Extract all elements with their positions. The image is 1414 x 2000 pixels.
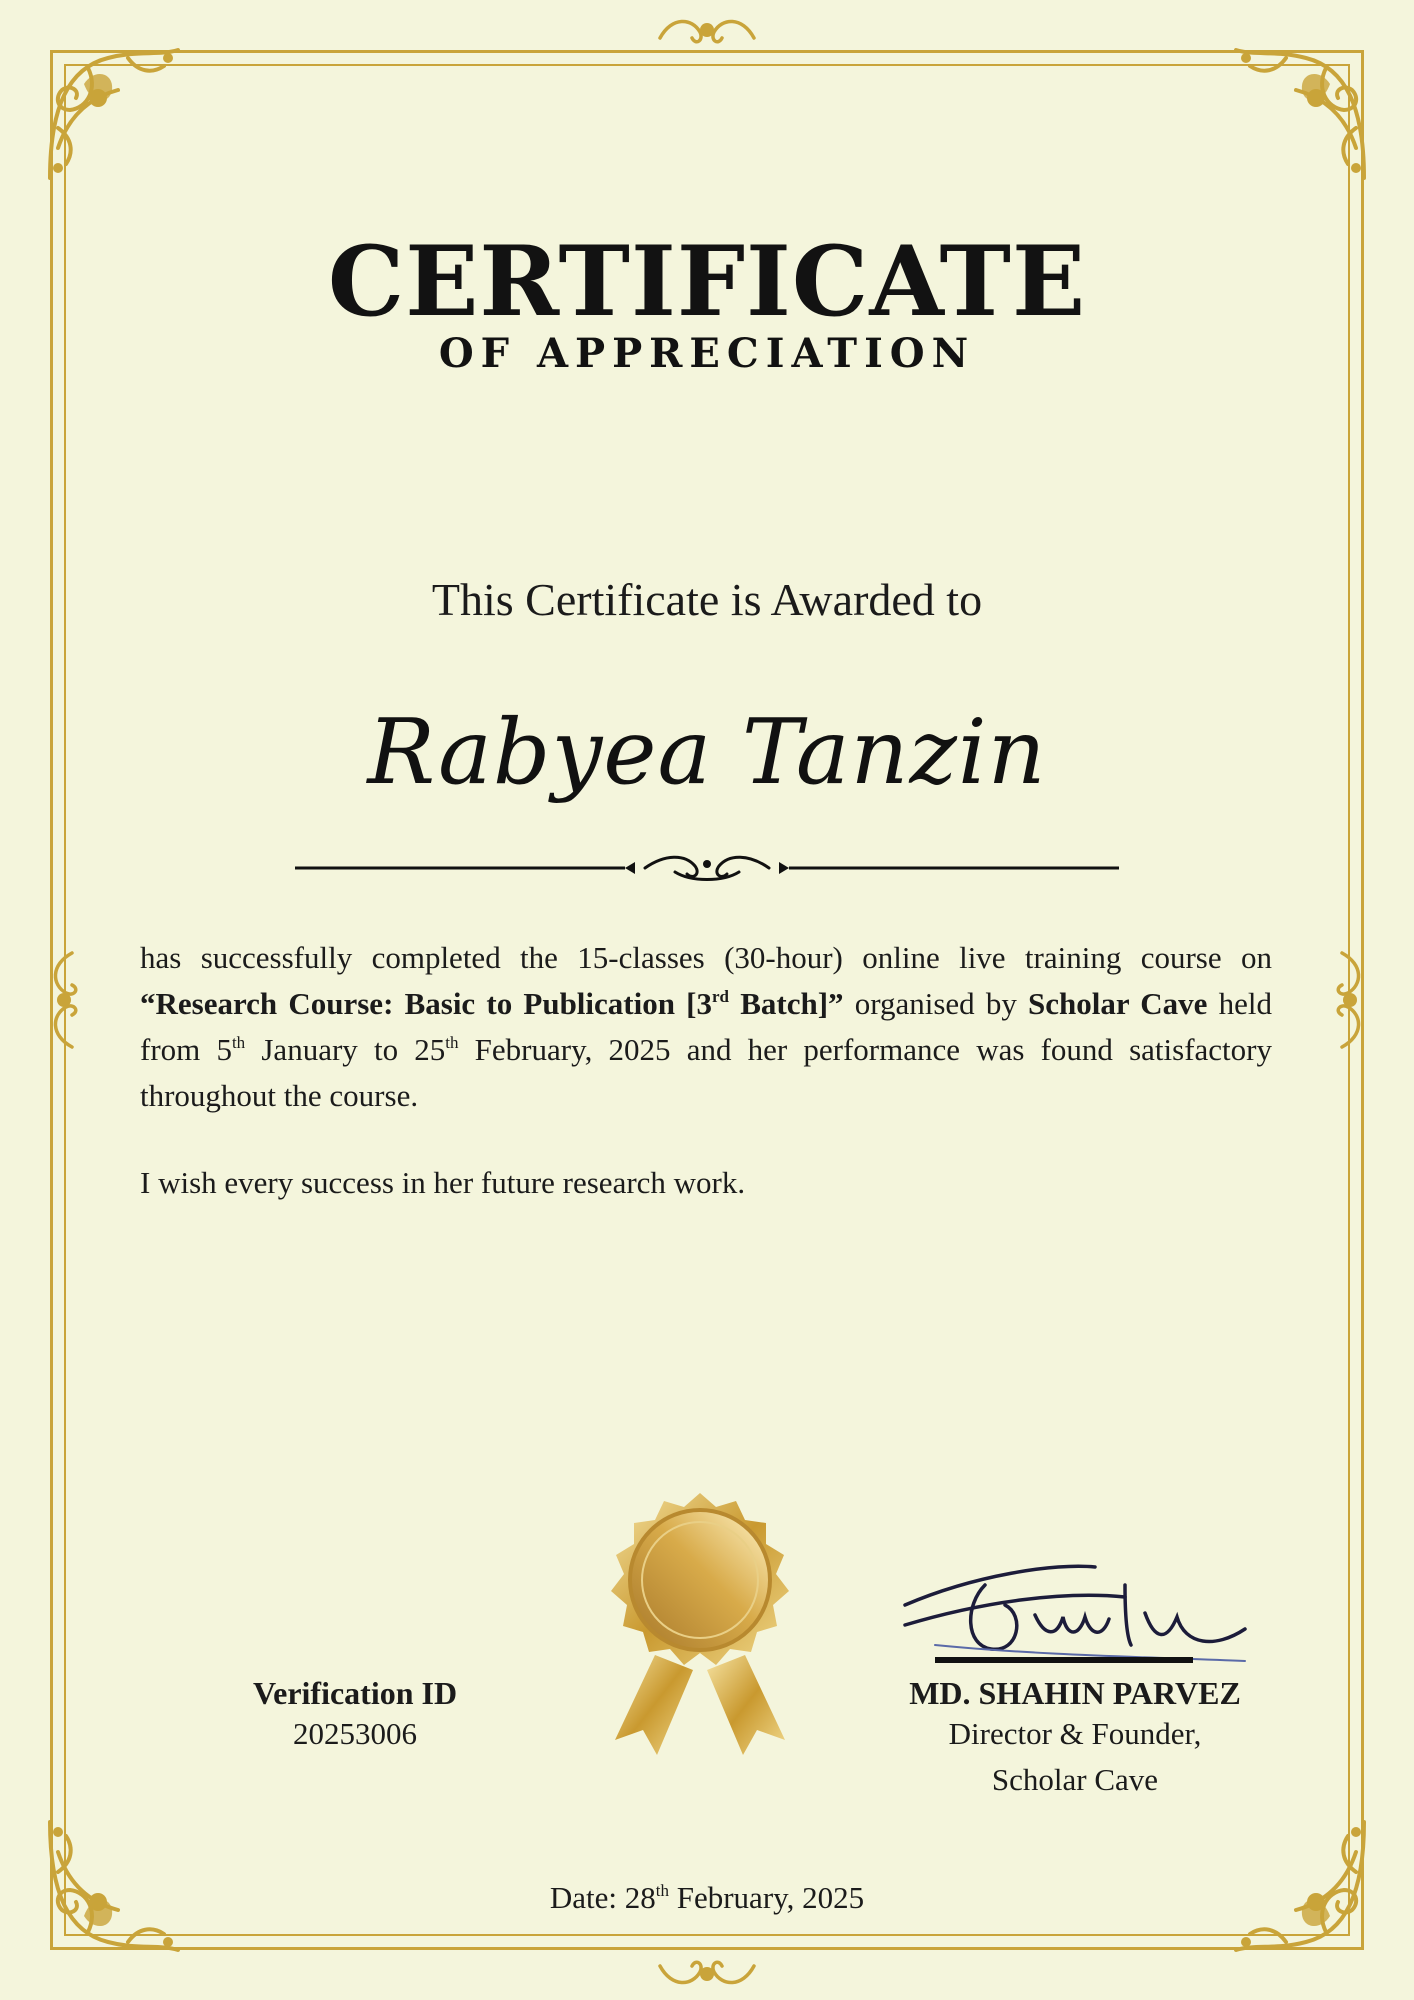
verification-label: Verification ID [252,1675,458,1711]
date-suffix: February, 2025 [668,1880,865,1915]
ornamental-corner-icon [28,28,198,198]
course-name-end: Batch]” [729,986,844,1021]
course-name-part: “Research Course: Basic to Publication [3 [140,986,712,1021]
date-superscript: th [655,1881,669,1900]
start-date-superscript: th [231,1033,246,1052]
body-text-4: January to 25 [245,1032,446,1067]
ornamental-corner-icon [1216,28,1386,198]
course-name [140,986,844,1021]
verification-id: 20253006 [293,1716,417,1751]
awarded-to-line: This Certificate is Awarded to [431,574,983,625]
flourish-divider-icon [295,848,1119,888]
left-ornament-icon [42,945,88,1055]
body-text-3: held from 5 [140,986,1272,1067]
body-paragraph [140,935,1272,1119]
end-date-superscript: th [445,1033,459,1052]
body-text-2: organised by [843,986,1029,1021]
top-ornament-icon [652,8,762,54]
signatory-name: MD. SHAHIN PARVEZ [909,1675,1241,1711]
wish-line: I wish every success in her future research work. [140,1165,746,1200]
date-prefix: Date: 28 [549,1880,656,1915]
signature-image [895,1545,1265,1675]
body-text-1: has successfully completed the 15-classes (30-hour) online live training course on [140,940,1272,975]
right-ornament-icon [1326,945,1372,1055]
certificate-subtitle: OF APPRECIATION [438,330,976,377]
course-superscript: rd [712,987,729,1006]
body-text-5: February, 2025 and her performance was found satisfactory throughout the course. [140,1032,1272,1113]
issue-date [0,1880,1414,1916]
signatory-title: Director & Founder, [948,1716,1202,1751]
gold-seal-icon [585,1485,815,1755]
recipient-name: Rabyea Tanzin [367,700,1047,805]
signatory-organization: Scholar Cave [991,1762,1159,1797]
certificate-title: CERTIFICATE [327,225,1087,338]
bottom-ornament-icon [652,1950,762,1996]
organizer-name: Scholar Cave [1028,986,1208,1021]
